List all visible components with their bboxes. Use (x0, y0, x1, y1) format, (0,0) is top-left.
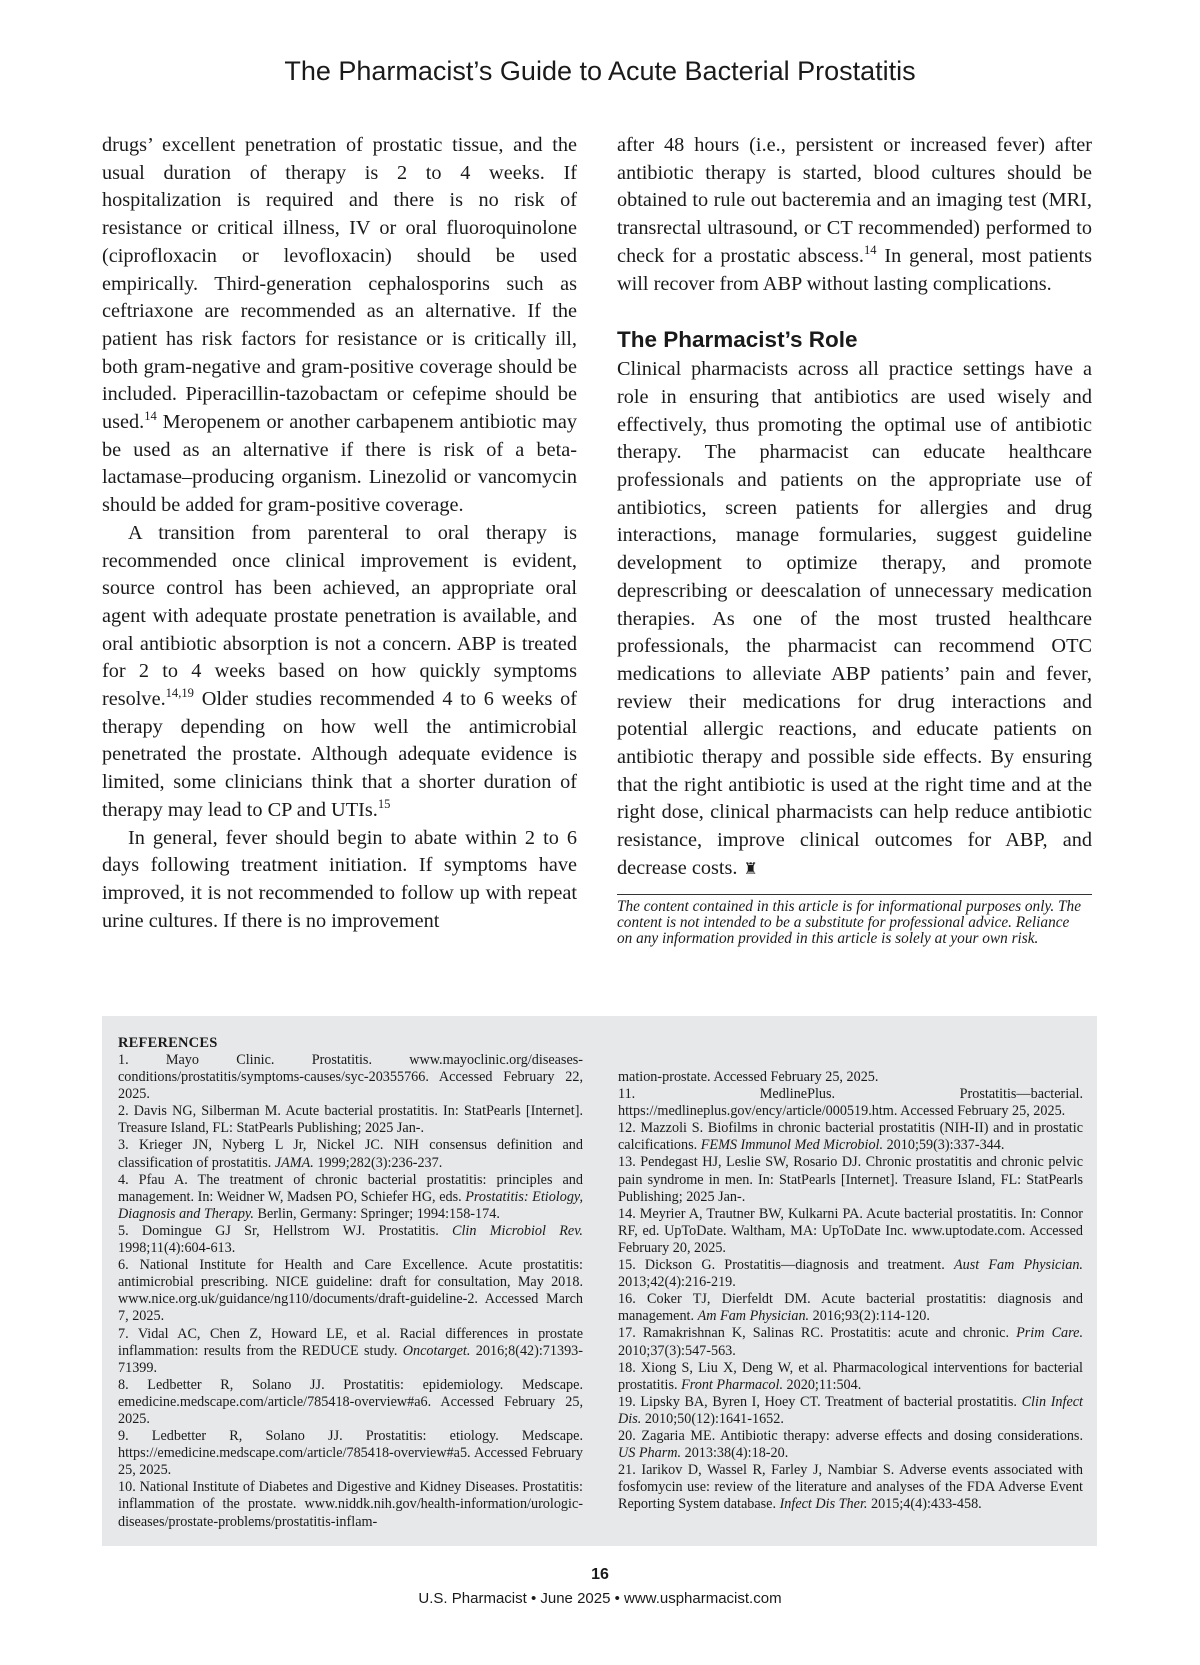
reference-item: 5. Domingue GJ Sr, Hellstrom WJ. Prostatitis. Clin Microbiol Rev. 1998;11(4):604-613. (118, 1222, 583, 1257)
reference-item: 11. MedlinePlus. Prostatitis—bacterial. https://medlineplus.gov/ency/article/000519.htm. Accessed February 25, 2025. (618, 1086, 1083, 1120)
reference-item: 21. Iarikov D, Wassel R, Farley J, Nambiar S. Adverse events associated with fosfomycin use: review of the literature and analyses of the FDA Adverse Event Reporting System database. Infect Dis Ther. 2015;4(4):433-458. (618, 1462, 1083, 1513)
reference-item: 9. Ledbetter R, Solano JJ. Prostatitis: etiology. Medscape. https://emedicine.medscape.com/article/785418-overview#a5. Accessed February 25, 2025. (118, 1428, 583, 1479)
reference-item: 8. Ledbetter R, Solano JJ. Prostatitis: epidemiology. Medscape. emedicine.medscape.com/article/785418-overview#a6. Accessed February 25, 2025. (118, 1376, 583, 1427)
references-column-right (618, 1052, 1083, 1531)
reference-item: 19. Lipsky BA, Byren I, Hoey CT. Treatment of bacterial prostatitis. Clin Infect Dis. 2010;50(12):1641-1652. (618, 1393, 1083, 1427)
reference-item: 12. Mazzoli S. Biofilms in chronic bacterial prostatitis (NIH-II) and in prostatic calcifications. FEMS Immunol Med Microbiol. 2010;59(3):337-344. (618, 1120, 1083, 1154)
disclaimer-divider (617, 894, 1092, 895)
body-column-left (102, 132, 577, 935)
body-paragraph: after 48 hours (i.e., persistent or increased fever) after antibiotic therapy is started, blood cultures should be obtained to rule out bacteremia and an imaging test (MRI, transrectal ultrasound, or CT recommended) performed to check for a prostatic abscess.$^{14}$ In general, most patients will recover from ABP without lasting complications. (617, 134, 1093, 295)
page-number: 16 (591, 1566, 609, 1583)
reference-item: 17. Ramakrishnan K, Salinas RC. Prostatitis: acute and chronic. Prim Care. 2010;37(3):547-563. (618, 1325, 1083, 1359)
reference-item: 18. Xiong S, Liu X, Deng W, et al. Pharmacological interventions for bacterial prostatitis. Front Pharmacol. 2020;11:504. (618, 1359, 1083, 1393)
body-paragraph: A transition from parenteral to oral therapy is recommended once clinical improvement is evident, source control has been achieved, an appropriate oral agent with adequate prostate penetration is available, and oral antibiotic absorption is not a concern. ABP is treated for 2 to 4 weeks based on how quickly symptoms resolve.$^{14,19}$ Older studies recommended 4 to 6 weeks of therapy depending on how well the antimicrobial penetrated the prostate. Although adequate evidence is limited, some clinicians think that a shorter duration of therapy may lead to CP and UTIs.$^{15}$ (102, 521, 577, 821)
section-heading: The Pharmacist’s Role (617, 327, 858, 353)
reference-item: 10. National Institute of Diabetes and Digestive and Kidney Diseases. Prostatitis: inflammation of the prostate. www.niddk.nih.gov/health-information/urologic-diseases/prostate-problems/prostatitis-inflam- (118, 1479, 583, 1530)
reference-item: 6. National Institute for Health and Care Excellence. Acute prostatitis: antimicrobial prescribing. NICE guideline: draft for consultation, May 2018. www.nice.org.uk/guidance/ng110/documents/draft-guideline-2. Accessed March 7, 2025. (118, 1257, 583, 1325)
references-heading: REFERENCES (118, 1035, 218, 1051)
references-column-left (118, 1052, 583, 1531)
reference-item: 4. Pfau A. The treatment of chronic bacterial prostatitis: principles and management. In: Weidner W, Madsen PO, Schiefer HG, eds. Prostatitis: Etiology, Diagnosis and Therapy. Berlin, Germany: Springer; 1994:158-174. (118, 1171, 583, 1222)
body-column-right (617, 132, 1092, 947)
reference-item: 15. Dickson G. Prostatitis—diagnosis and treatment. Aust Fam Physician. 2013;42(4):216-219. (618, 1257, 1083, 1291)
body-paragraph: drugs’ excellent penetration of prostatic tissue, and the usual duration of therapy is 2 to 4 weeks. If hospitalization is required and there is no risk of resistance or critical illness, IV or oral fluoroquinolone (ciprofloxacin or levofloxacin) should be used empirically. Third-generation cephalosporins such as ceftriaxone are recommended as an alternative. If the patient has risk factors for resistance or is critically ill, both gram-negative and gram-positive coverage should be included. Piperacillin-tazobactam or cefepime should be used.$^{14}$ Meropenem or another carbapenem antibiotic may be used as an alternative if there is risk of a beta-lactamase–producing organism. Linezolid or vancomycin should be added for gram-positive coverage. (102, 134, 577, 517)
disclaimer: The content contained in this article is for informational purposes only. The content is not intended to be a substitute for professional advice. Reliance on any information provided in this article is solely at your own risk. (617, 897, 1081, 947)
citation-superscript: 14 (144, 409, 157, 424)
references-box (102, 1016, 1097, 1546)
reference-item: 20. Zagaria ME. Antibiotic therapy: adverse effects and dosing considerations. US Pharm. 2013:38(4):18-20. (618, 1427, 1083, 1462)
citation-superscript: 14,19 (165, 686, 194, 701)
end-of-article-icon: ♜ (743, 860, 758, 878)
citation-superscript: 15 (377, 797, 391, 812)
body-paragraph: Clinical pharmacists across all practice settings have a role in ensuring that antibiotics are used wisely and effectively, thus promoting the optimal use of antibiotic therapy. The pharmacist can educate healthcare professionals and patients on the appropriate use of antibiotics, screen patients for allergies and drug interactions, manage formularies, suggest guideline development to optimize therapy, and promote deprescribing or deescalation of unnecessary medication therapies. As one of the most trusted healthcare professionals, the pharmacist can recommend OTC medications to alleviate ABP patients’ pain and fever, review their medications for drug interactions and potential allergic reactions, and educate patients on antibiotic therapy and possible side effects. By ensuring that the right antibiotic is used at the right time and at the right dose, clinical pharmacists can help reduce antibiotic resistance, improve clinical outcomes for ABP, and decrease costs. ♜ (617, 356, 1092, 883)
reference-item: 3. Krieger JN, Nyberg L Jr, Nickel JC. NIH consensus definition and classification of prostatitis. JAMA. 1999;282(3):236-237. (118, 1137, 583, 1171)
reference-item: 14. Meyrier A, Trautner BW, Kulkarni PA. Acute bacterial prostatitis. In: Connor RF, ed. UpToDate. Waltham, MA: UpToDate Inc. www.uptodate.com. Accessed February 20, 2025. (618, 1205, 1083, 1256)
reference-item: 16. Coker TJ, Dierfeldt DM. Acute bacterial prostatitis: diagnosis and management. Am Fam Physician. 2016;93(2):114-120. (618, 1291, 1083, 1325)
citation-superscript: 14 (863, 243, 877, 258)
publication-footer: U.S. Pharmacist • June 2025 • www.uspharmacist.com (418, 1590, 782, 1607)
reference-item: 1. Mayo Clinic. Prostatitis. www.mayoclinic.org/diseases-conditions/prostatitis/symptoms-causes/syc-20355766. Accessed February 22, 2025. (118, 1052, 583, 1103)
page-title: The Pharmacist’s Guide to Acute Bacterial Prostatitis (284, 56, 916, 86)
body-paragraph: In general, fever should begin to abate within 2 to 6 days following treatment initiation. If symptoms have improved, it is not recommended to follow up with repeat urine cultures. If there is no improvement (102, 826, 577, 932)
reference-item: 13. Pendegast HJ, Leslie SW, Rosario DJ. Chronic prostatitis and chronic pelvic pain syndrome in men. In: StatPearls [Internet]. Treasure Island, FL: StatPearls Publishing; 2025 Jan-. (618, 1154, 1083, 1205)
reference-item: mation-prostate. Accessed February 25, 2025. (618, 1069, 879, 1085)
reference-item: 2. Davis NG, Silberman M. Acute bacterial prostatitis. In: StatPearls [Internet]. Treasure Island, FL: StatPearls Publishing; 2025 Jan-. (118, 1103, 583, 1137)
reference-item: 7. Vidal AC, Chen Z, Howard LE, et al. Racial differences in prostate inflammation: results from the REDUCE study. Oncotarget. 2016;8(42):71393-71399. (118, 1325, 583, 1376)
